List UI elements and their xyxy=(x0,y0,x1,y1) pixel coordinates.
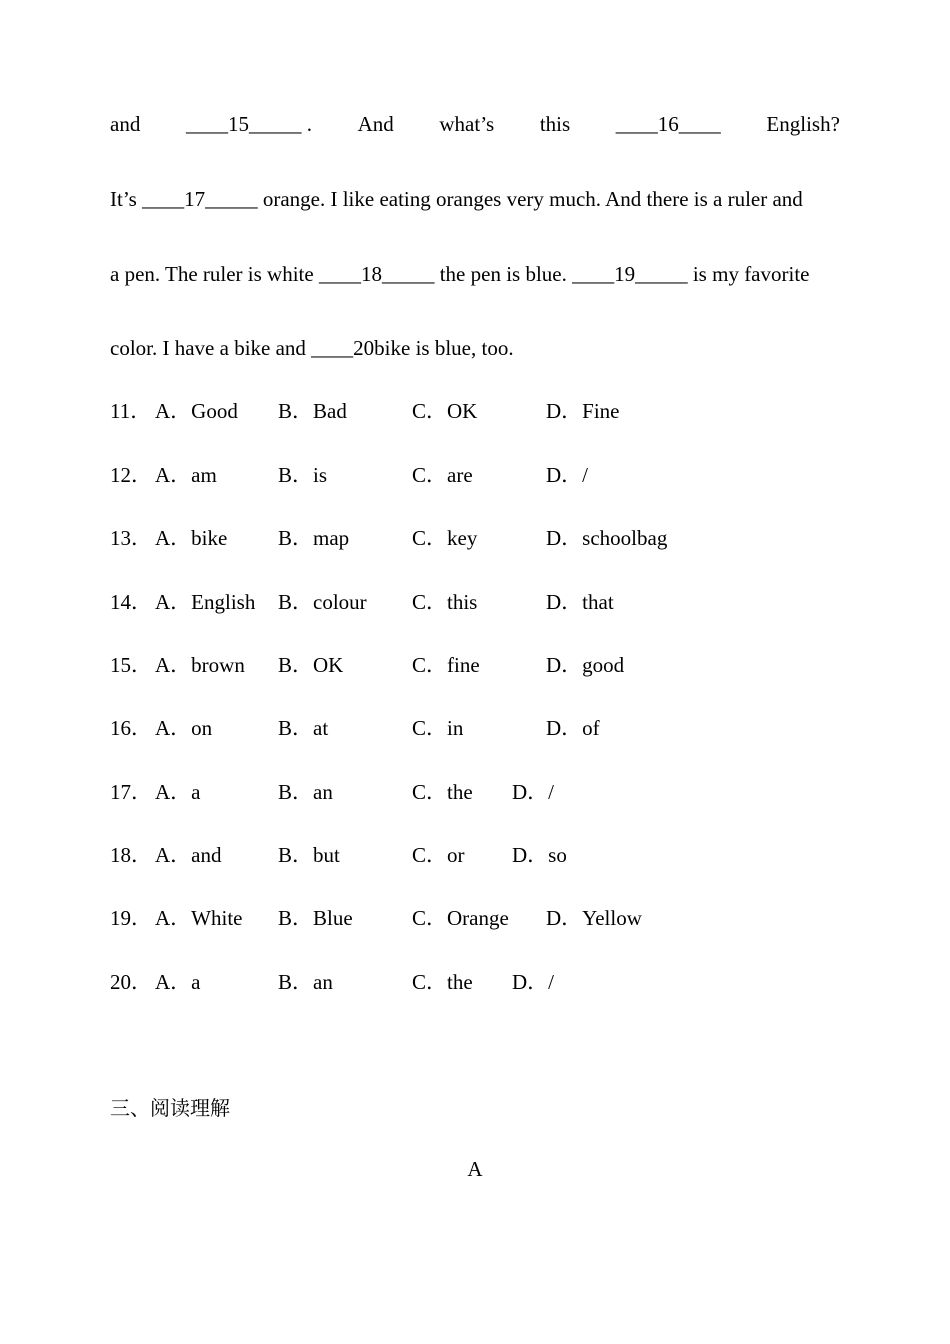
question-number: 14． xyxy=(110,590,152,614)
option-c: C．Orange xyxy=(412,906,509,930)
option-c: C．or xyxy=(412,843,465,867)
option-b: B．map xyxy=(278,526,350,550)
word: And xyxy=(357,112,394,136)
blank-15: ____15_____ . xyxy=(185,112,312,136)
option-a: A．English xyxy=(155,590,256,614)
question-row xyxy=(110,779,870,805)
option-d: D．schoolbag xyxy=(546,526,668,550)
option-d: D．that xyxy=(546,590,614,614)
subsection-label: A xyxy=(467,1157,483,1181)
option-c: C．OK xyxy=(412,399,478,423)
option-b: B．OK xyxy=(278,653,344,677)
option-d: D．/ xyxy=(512,780,554,804)
option-c: C．fine xyxy=(412,653,480,677)
passage-line-3: a pen. The ruler is white ____18_____ the pen is blue. ____19_____ is my favorite xyxy=(110,262,810,286)
question-row xyxy=(110,905,870,931)
word: this xyxy=(539,112,571,136)
question-number: 18． xyxy=(110,843,152,867)
option-a: A．bike xyxy=(155,526,228,550)
option-b: B．but xyxy=(278,843,340,867)
option-a: A．a xyxy=(155,780,201,804)
option-c: C．are xyxy=(412,463,473,487)
question-row xyxy=(110,589,870,615)
word: what’s xyxy=(439,112,495,136)
question-number: 16． xyxy=(110,716,152,740)
option-d: D．Yellow xyxy=(546,906,642,930)
option-b: B．is xyxy=(278,463,328,487)
option-c: C．this xyxy=(412,590,478,614)
word: English? xyxy=(766,112,840,136)
option-a: A．am xyxy=(155,463,217,487)
option-b: B．an xyxy=(278,780,333,804)
option-b: B．Bad xyxy=(278,399,347,423)
option-c: C．the xyxy=(412,970,473,994)
option-a: A．brown xyxy=(155,653,245,677)
option-b: B．at xyxy=(278,716,329,740)
option-c: C．in xyxy=(412,716,464,740)
question-row xyxy=(110,525,870,551)
question-number: 19． xyxy=(110,906,152,930)
option-a: A．Good xyxy=(155,399,238,423)
option-a: A．and xyxy=(155,843,222,867)
option-d: D．of xyxy=(546,716,600,740)
option-b: B．Blue xyxy=(278,906,353,930)
option-b: B．colour xyxy=(278,590,367,614)
blank-16: ____16____ xyxy=(615,112,721,136)
question-number: 11． xyxy=(110,399,152,423)
word: and xyxy=(110,112,141,136)
option-a: A．White xyxy=(155,906,243,930)
question-row xyxy=(110,842,870,868)
question-row xyxy=(110,462,870,488)
option-b: B．an xyxy=(278,970,333,994)
option-d: D．so xyxy=(512,843,567,867)
question-number: 13． xyxy=(110,526,152,550)
question-row xyxy=(110,398,870,424)
option-d: D．/ xyxy=(546,463,588,487)
passage-line-2: It’s ____17_____ orange. I like eating oranges very much. And there is a ruler and xyxy=(110,187,803,211)
option-a: A．on xyxy=(155,716,213,740)
question-number: 15． xyxy=(110,653,152,677)
option-d: D．/ xyxy=(512,970,554,994)
option-a: A．a xyxy=(155,970,201,994)
section-title: 三、阅读理解 xyxy=(110,1096,230,1120)
passage-line-1 xyxy=(110,111,840,137)
question-row xyxy=(110,969,870,995)
option-d: D．Fine xyxy=(546,399,620,423)
option-c: C．key xyxy=(412,526,478,550)
option-c: C．the xyxy=(412,780,473,804)
question-row xyxy=(110,652,870,678)
question-number: 12． xyxy=(110,463,152,487)
option-d: D．good xyxy=(546,653,625,677)
question-number: 20． xyxy=(110,970,152,994)
question-row xyxy=(110,715,870,741)
question-number: 17． xyxy=(110,780,152,804)
passage-line-4: color. I have a bike and ____20bike is blue, too. xyxy=(110,336,514,360)
